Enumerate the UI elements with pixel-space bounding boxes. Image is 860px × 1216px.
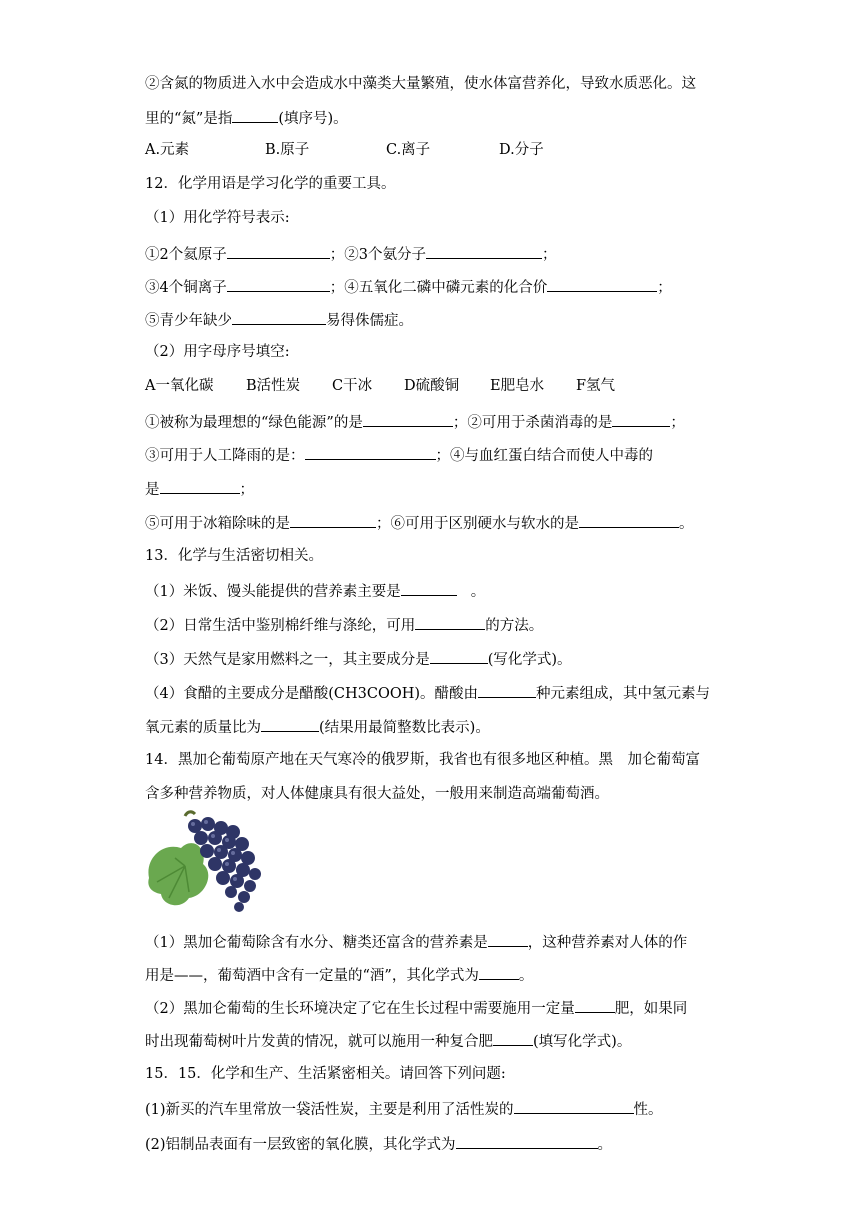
q14-a2 (145, 964, 533, 986)
choice-f: F氢气 (576, 378, 616, 394)
answer-blank[interactable] (305, 444, 436, 460)
answer-blank[interactable] (290, 512, 376, 528)
answer-blank[interactable] (488, 931, 528, 947)
answer-blank[interactable] (579, 512, 679, 528)
q13-l2 (145, 614, 543, 636)
q12-s2b: ；④与血红蛋白结合而使人中毒的 (435, 448, 653, 464)
q15-l1a: (1)新买的汽车里常放一袋活性炭，主要是利用了活性炭的 (145, 1102, 514, 1118)
answer-blank[interactable] (478, 682, 536, 698)
q14-b1b: 肥，如果同 (614, 1001, 688, 1017)
q12-s4c: 。 (679, 516, 694, 532)
option-c: C.离子 (386, 142, 431, 158)
q12-s3 (145, 478, 254, 500)
q12-row3 (145, 309, 413, 331)
q15-l2 (145, 1133, 612, 1155)
q12-s3a: 是 (145, 482, 160, 498)
option-b: B.原子 (265, 142, 310, 158)
q12-r3a: ⑤青少年缺少 (145, 313, 232, 329)
q12-s4b: ；⑥可用于区别硬水与软水的是 (376, 516, 579, 532)
q15-l1 (145, 1098, 663, 1120)
q14-a1b: ，这种营养素对人体的作 (527, 935, 688, 951)
q12-s1 (145, 411, 685, 433)
answer-blank[interactable] (232, 309, 326, 325)
choice-d: D硫酸铜 (404, 378, 460, 394)
q12-s3b: ； (239, 482, 254, 498)
q15-l2b: 。 (597, 1137, 613, 1153)
q14-line2: 含多种营养物质，对人体健康具有很大益处，一般用来制造高端葡萄酒。 (145, 786, 609, 802)
q14-a2a: 用是——，葡萄酒中含有一定量的“酒”，其化学式为 (145, 968, 479, 984)
q11-line1: ②含氮的物质进入水中会造成水中藻类大量繁殖，使水体富营养化，导致水质恶化。这 (145, 76, 696, 92)
answer-blank[interactable] (415, 614, 485, 630)
q14-b2b: (填写化学式)。 (533, 1034, 632, 1050)
q13-l1b: 。 (470, 584, 486, 600)
answer-blank[interactable] (514, 1098, 634, 1114)
q12-title: 12．化学用语是学习化学的重要工具。 (145, 176, 396, 192)
q13-l5b: (结果用最简整数比表示)。 (319, 720, 490, 736)
q13-l3a: （3）天然气是家用燃料之一，其主要成分是 (145, 652, 430, 668)
q13-l4a: （4）食醋的主要成分是醋酸(CH3COOH)。醋酸由 (145, 686, 479, 702)
q14-b1 (145, 997, 687, 1019)
q13-l5a: 氧元素的质量比为 (145, 720, 261, 736)
answer-blank[interactable] (575, 997, 615, 1013)
q11-line2 (145, 107, 348, 129)
q13-l2a: （2）日常生活中鉴别棉纤维与涤纶，可用 (145, 618, 416, 634)
grape-stem (185, 812, 195, 816)
q12-s4a: ⑤可用于冰箱除味的是 (145, 516, 290, 532)
q12-choices (145, 376, 615, 396)
q12-r2a: ③4个铜离子 (145, 280, 227, 296)
answer-blank[interactable] (261, 716, 319, 732)
q13-l5 (145, 716, 490, 738)
q14-a1a: （1）黑加仑葡萄除含有水分、糖类还富含的营养素是 (145, 935, 488, 951)
q12-r1b: ；②3个氨分子 (329, 247, 426, 263)
q12-r2b: ；④五氧化二磷中磷元素的化合价 (329, 280, 548, 296)
q14-b2 (145, 1030, 631, 1052)
option-a: A.元素 (145, 142, 190, 158)
q14-b1a: （2）黑加仑葡萄的生长环境决定了它在生长过程中需要施用一定量 (145, 1001, 575, 1017)
q13-l4 (145, 682, 710, 704)
q12-s2 (145, 444, 653, 466)
q13-l1 (145, 580, 485, 602)
q13-title: 13．化学与生活密切相关。 (145, 548, 323, 564)
answer-blank[interactable] (612, 411, 670, 427)
q12-r1c: ； (541, 247, 557, 263)
answer-blank[interactable] (227, 276, 330, 292)
q14-b2a: 时出现葡萄树叶片发黄的情况，就可以施用一种复合肥 (145, 1034, 493, 1050)
q13-l2b: 的方法。 (485, 618, 544, 634)
q12-row1 (145, 243, 556, 265)
q12-s2a: ③可用于人工降雨的是： (145, 448, 305, 464)
q13-l1a: （1）米饭、馒头能提供的营养素主要是 (145, 584, 401, 600)
leaf-shape (148, 843, 208, 905)
q12-part2-title: （2）用字母序号填空: (145, 344, 290, 360)
q12-r1a: ①2个氦原子 (145, 247, 227, 263)
q15-l2a: (2)铝制品表面有一层致密的氧化膜，其化学式为 (145, 1137, 456, 1153)
q14-a1 (145, 931, 687, 953)
answer-blank[interactable] (547, 276, 657, 292)
grape-image (145, 808, 270, 916)
q14-a2b: 。 (518, 968, 534, 984)
answer-blank[interactable] (363, 411, 453, 427)
q14-line1: 14．黑加仑葡萄原产地在天气寒冷的俄罗斯，我省也有很多地区种植。黑 加仑葡萄富 (145, 752, 700, 768)
answer-blank[interactable] (493, 1030, 533, 1046)
q13-l3 (145, 648, 572, 670)
answer-blank[interactable] (401, 580, 457, 596)
answer-blank[interactable] (479, 964, 519, 980)
q12-s1c: ； (670, 415, 685, 431)
answer-blank[interactable] (456, 1133, 598, 1149)
q15-title: 15．15．化学和生产、生活紧密相关。请回答下列问题: (145, 1066, 506, 1082)
q11-line2-pre: 里的“氮”是指 (145, 111, 233, 127)
answer-blank[interactable] (232, 107, 278, 123)
answer-blank[interactable] (160, 478, 240, 494)
answer-blank[interactable] (227, 243, 330, 259)
q13-l3b: (写化学式)。 (487, 652, 572, 668)
answer-blank[interactable] (426, 243, 542, 259)
choice-c: C干冰 (332, 378, 373, 394)
q12-part1-title: （1）用化学符号表示: (145, 210, 290, 226)
q15-l1b: 性。 (633, 1102, 663, 1118)
choice-b: B活性炭 (246, 378, 301, 394)
q12-s4 (145, 512, 694, 534)
choice-a: A一氧化碳 (145, 378, 214, 394)
q12-s1a: ①被称为最理想的“绿色能源”的是 (145, 415, 363, 431)
choice-e: E肥皂水 (490, 378, 545, 394)
q11-options (145, 140, 544, 160)
q11-line2-post: (填序号)。 (278, 111, 348, 127)
answer-blank[interactable] (430, 648, 488, 664)
q12-r3b: 易得侏儒症。 (326, 313, 413, 329)
q12-row2 (145, 276, 672, 298)
q12-r2c: ； (657, 280, 672, 296)
q12-s1b: ；②可用于杀菌消毒的是 (452, 415, 613, 431)
option-d: D.分子 (499, 142, 544, 158)
q13-l4b: 种元素组成，其中氢元素与 (536, 686, 711, 702)
